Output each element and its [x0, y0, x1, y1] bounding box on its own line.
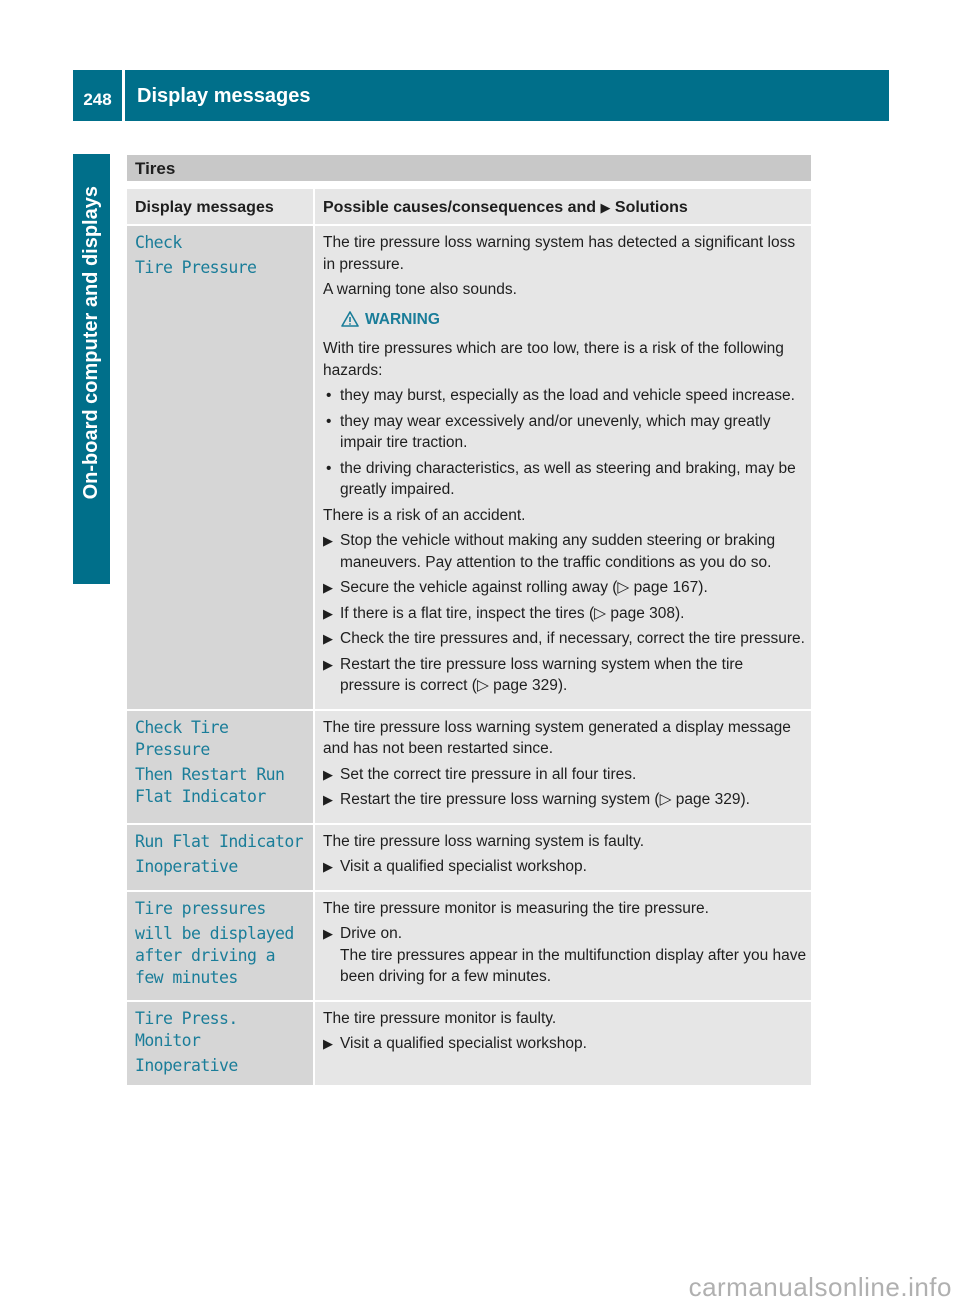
- step-arrow-icon: ▶: [323, 533, 333, 548]
- message-line: Tire Press. Monitor: [135, 1008, 238, 1050]
- message-line: Inoperative: [135, 1055, 238, 1075]
- step-text: Visit a qualified specialist workshop.: [340, 1035, 587, 1052]
- step-content: [340, 923, 807, 988]
- solution-step: [323, 856, 807, 878]
- step-text: Restart the tire pressure loss warning system (▷ page 329).: [340, 791, 750, 808]
- display-message-cell: [127, 710, 314, 824]
- table-row: [127, 225, 811, 710]
- cause-text: The tire pressure loss warning system generated a display message and has not been restarted since.: [323, 718, 791, 757]
- column-header-messages: Display messages: [127, 189, 314, 225]
- message-line: Run Flat Indicator: [135, 831, 304, 851]
- solution-cell: [314, 225, 811, 710]
- cause-text: The tire pressure loss warning system has detected a significant loss in pressure.: [323, 234, 796, 273]
- message-line: will be displayed: [135, 923, 294, 943]
- warning-label: WARNING: [365, 310, 440, 328]
- display-message-cell: [127, 824, 314, 891]
- step-arrow-icon: ▶: [323, 859, 333, 874]
- hazard-text: the driving characteristics, as well as steering and braking, may be greatly impaired.: [340, 459, 796, 498]
- side-tab-label-wrap: [73, 154, 110, 532]
- warning-triangle-icon: [341, 311, 359, 327]
- page-header: [73, 70, 889, 121]
- cause-text: The tire pressure monitor is measuring the tire pressure.: [323, 899, 709, 917]
- solution-step: [323, 789, 807, 811]
- messages-table: [127, 189, 811, 1087]
- message-line: few minutes: [135, 967, 238, 987]
- solution-cell: [314, 824, 811, 891]
- hazard-bullet: [323, 385, 807, 407]
- cause-text: The tire pressure monitor is faulty.: [323, 1009, 557, 1027]
- step-text: Restart the tire pressure loss warning system when the tire pressure is correct (▷ page 329).: [340, 655, 744, 694]
- watermark: carmanualsonline.info: [688, 1272, 952, 1302]
- column-header-solutions: Possible causes/consequences and ▶ Solutions: [314, 189, 811, 225]
- section-title: Tires: [127, 155, 811, 181]
- message-line: Then Restart Run: [135, 764, 285, 784]
- bullet-icon: •: [326, 459, 332, 477]
- step-arrow-icon: ▶: [323, 1036, 333, 1051]
- table-row: [127, 891, 811, 1001]
- step-arrow-icon: ▶: [323, 605, 333, 621]
- message-line: Tire Pressure: [135, 258, 257, 277]
- solution-step: [323, 603, 807, 625]
- cause-text: The tire pressure loss warning system is faulty.: [323, 832, 645, 850]
- message-line: Check: [135, 233, 182, 252]
- hazard-text: they may wear excessively and/or unevenly, which may greatly impair tire traction.: [340, 412, 771, 451]
- message-line: after driving a: [135, 945, 276, 965]
- page-number: 248: [73, 70, 125, 121]
- side-tab-label: On-board computer and displays: [80, 186, 102, 500]
- step-text: Stop the vehicle without making any sudden steering or braking maneuvers. Pay attention to the traffic conditions as you do so.: [340, 532, 776, 571]
- step-text: Secure the vehicle against rolling away (▷ page 167).: [340, 579, 708, 596]
- hazard-text: they may burst, especially as the load and vehicle speed increase.: [340, 387, 795, 404]
- warning-heading: [341, 309, 807, 331]
- solution-cell: [314, 710, 811, 824]
- step-text: Visit a qualified specialist workshop.: [340, 858, 587, 875]
- step-arrow-icon: ▶: [323, 926, 333, 941]
- step-note: The tire pressures appear in the multifunction display after you have been driving for a few minutes.: [340, 946, 807, 985]
- solution-step: [323, 577, 807, 599]
- page-title: Display messages: [137, 84, 311, 107]
- step-arrow-icon: ▶: [323, 580, 333, 595]
- solution-step: [323, 654, 807, 697]
- table-row: [127, 710, 811, 824]
- accident-risk-text: There is a risk of an accident.: [323, 506, 526, 524]
- step-arrow-icon: ▶: [323, 631, 333, 646]
- display-message-cell: [127, 225, 314, 710]
- warning-text: With tire pressures which are too low, there is a risk of the following hazards:: [323, 340, 784, 379]
- cause-text: A warning tone also sounds.: [323, 281, 517, 298]
- hazard-bullet: [323, 411, 807, 454]
- step-text: If there is a flat tire, inspect the tires (▷ page 308).: [340, 604, 685, 622]
- message-line: Check Tire Pressure: [135, 717, 229, 759]
- solution-step: [323, 764, 807, 786]
- table-row: [127, 824, 811, 891]
- solution-step: [323, 1033, 807, 1055]
- hazard-bullet: [323, 458, 807, 501]
- step-arrow-icon: ▶: [323, 656, 333, 672]
- solutions-arrow-icon: ▶: [600, 200, 611, 215]
- solution-step: [323, 923, 807, 988]
- message-line: Flat Indicator: [135, 786, 266, 806]
- solution-cell: [314, 1001, 811, 1086]
- content: [127, 155, 811, 1087]
- message-line: Inoperative: [135, 856, 238, 876]
- step-text: Set the correct tire pressure in all four tires.: [340, 765, 637, 783]
- step-arrow-icon: ▶: [323, 766, 333, 782]
- step-arrow-icon: ▶: [323, 792, 333, 807]
- solution-step: [323, 530, 807, 573]
- solution-step: [323, 628, 807, 650]
- table-header-row: [127, 189, 811, 225]
- message-line: Tire pressures: [135, 898, 266, 918]
- bullet-icon: •: [326, 412, 332, 430]
- table-row: [127, 1001, 811, 1086]
- solution-cell: [314, 891, 811, 1001]
- display-message-cell: [127, 1001, 314, 1086]
- display-message-cell: [127, 891, 314, 1001]
- step-text: Check the tire pressures and, if necessary, correct the tire pressure.: [340, 630, 805, 647]
- bullet-icon: •: [326, 387, 332, 404]
- step-text: Drive on.: [340, 925, 403, 942]
